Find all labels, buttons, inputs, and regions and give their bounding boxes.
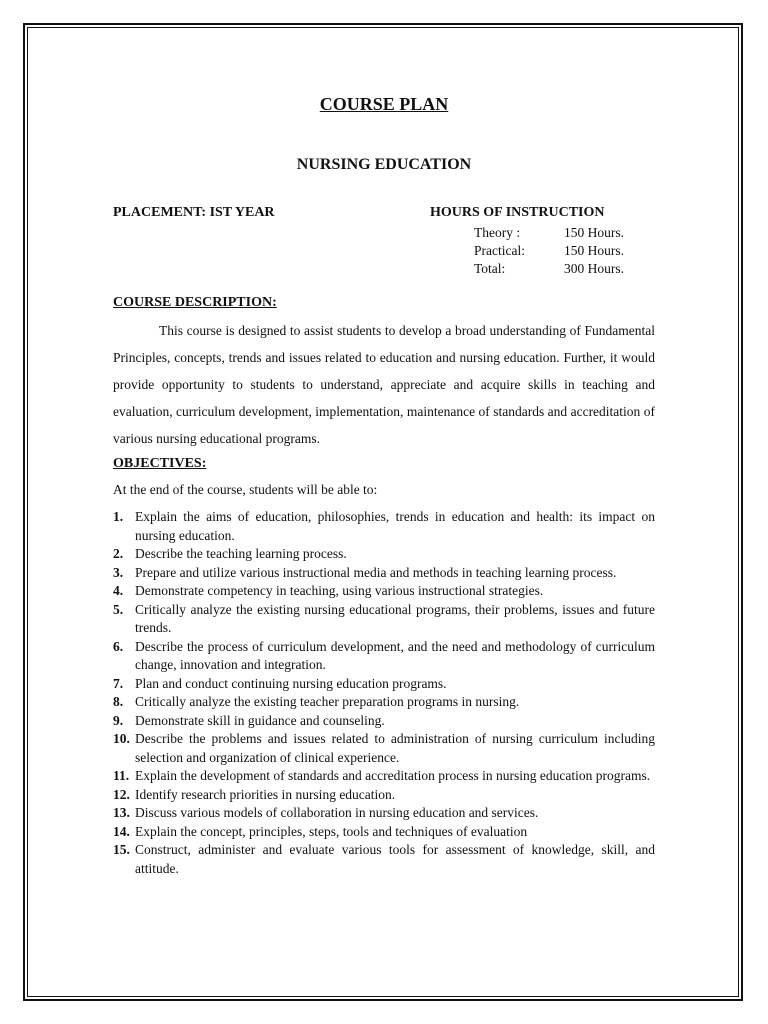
- objective-item: [113, 508, 655, 545]
- objective-number: 8.: [113, 694, 124, 709]
- page-title: COURSE PLAN: [319, 94, 449, 114]
- objective-text: Prepare and utilize various instructional media and methods in teaching learning process.: [135, 564, 617, 580]
- objective-number: 6.: [113, 638, 124, 654]
- objective-text: Describe the teaching learning process.: [135, 546, 347, 561]
- hours-label: Practical:: [474, 243, 525, 258]
- hours-value: 150 Hours.: [564, 225, 624, 240]
- objective-item: [113, 675, 655, 694]
- hours-value: 300 Hours.: [564, 261, 624, 276]
- hours-row-practical: [474, 242, 624, 260]
- objective-text: Critically analyze the existing nursing educational programs, their problems, issues and future trends.: [135, 601, 655, 635]
- objective-text: Describe the process of curriculum development, and the need and methodology of curriculum change, innovation and integration.: [135, 638, 655, 672]
- objective-number: 11.: [113, 768, 130, 783]
- hours-label: Theory :: [474, 225, 521, 240]
- objective-item: [113, 767, 655, 786]
- objective-number: 12.: [113, 786, 130, 802]
- objective-text: Demonstrate competency in teaching, using various instructional strategies.: [135, 583, 544, 598]
- objective-text: Discuss various models of collaboration in nursing education and services.: [135, 805, 539, 820]
- hours-row-total: [474, 260, 624, 278]
- objective-item: [113, 730, 655, 767]
- objective-text: Identify research priorities in nursing education.: [135, 786, 396, 802]
- hours-value: 150 Hours.: [564, 243, 624, 258]
- objective-text: Demonstrate skill in guidance and counseling.: [135, 712, 385, 728]
- objective-item: [113, 582, 655, 601]
- hours-heading: HOURS OF INSTRUCTION: [430, 205, 605, 220]
- objective-text: Explain the concept, principles, steps, tools and techniques of evaluation: [135, 823, 528, 839]
- objective-number: 14.: [113, 823, 130, 839]
- course-description-text: This course is designed to assist students to develop a broad understanding of Fundamental Principles, concepts, trends and issues related to education and nursing education. Further, it would provide opportunity to students to understand, appreciate and acquire skills in teaching and evaluation, curriculum development, implementation, maintenance of standards and accreditation of various nursing educational programs.: [113, 323, 655, 446]
- objective-number: 2.: [113, 546, 124, 561]
- objective-item: [113, 841, 655, 878]
- objective-number: 5.: [113, 601, 124, 617]
- objectives-list: [113, 508, 655, 878]
- objective-number: 10.: [113, 731, 130, 746]
- objective-number: 1.: [113, 509, 124, 524]
- objectives-intro: At the end of the course, students will be able to:: [113, 482, 378, 497]
- objective-item: [113, 804, 655, 823]
- objective-item: [113, 601, 655, 638]
- objective-text: Critically analyze the existing teacher preparation programs in nursing.: [135, 694, 520, 709]
- course-description-heading: COURSE DESCRIPTION:: [113, 295, 277, 310]
- objective-item: [113, 786, 655, 805]
- objective-item: [113, 823, 655, 842]
- objective-text: Explain the aims of education, philosophies, trends in education and health: its impact on nursing education.: [135, 509, 655, 543]
- objective-item: [113, 638, 655, 675]
- objective-number: 4.: [113, 583, 124, 598]
- hours-table: [474, 224, 624, 278]
- course-subtitle: NURSING EDUCATION: [296, 156, 472, 173]
- hours-row-theory: [474, 224, 624, 242]
- objective-number: 15.: [113, 842, 130, 857]
- objective-number: 3.: [113, 564, 124, 580]
- objectives-heading: OBJECTIVES:: [113, 456, 207, 471]
- objective-number: 7.: [113, 675, 124, 691]
- hours-label: Total:: [474, 261, 506, 276]
- objective-number: 13.: [113, 805, 130, 820]
- objective-text: Plan and conduct continuing nursing education programs.: [135, 675, 447, 691]
- objective-item: [113, 545, 655, 564]
- objective-item: [113, 564, 655, 583]
- objective-text: Construct, administer and evaluate various tools for assessment of knowledge, skill, and attitude.: [135, 842, 655, 876]
- objective-number: 9.: [113, 712, 124, 728]
- objective-text: Describe the problems and issues related to administration of nursing curriculum including selection and organization of clinical experience.: [135, 731, 655, 765]
- objective-item: [113, 693, 655, 712]
- objective-item: [113, 712, 655, 731]
- objective-text: Explain the development of standards and accreditation process in nursing education programs.: [135, 768, 651, 783]
- placement-label: PLACEMENT: IST YEAR: [113, 205, 275, 220]
